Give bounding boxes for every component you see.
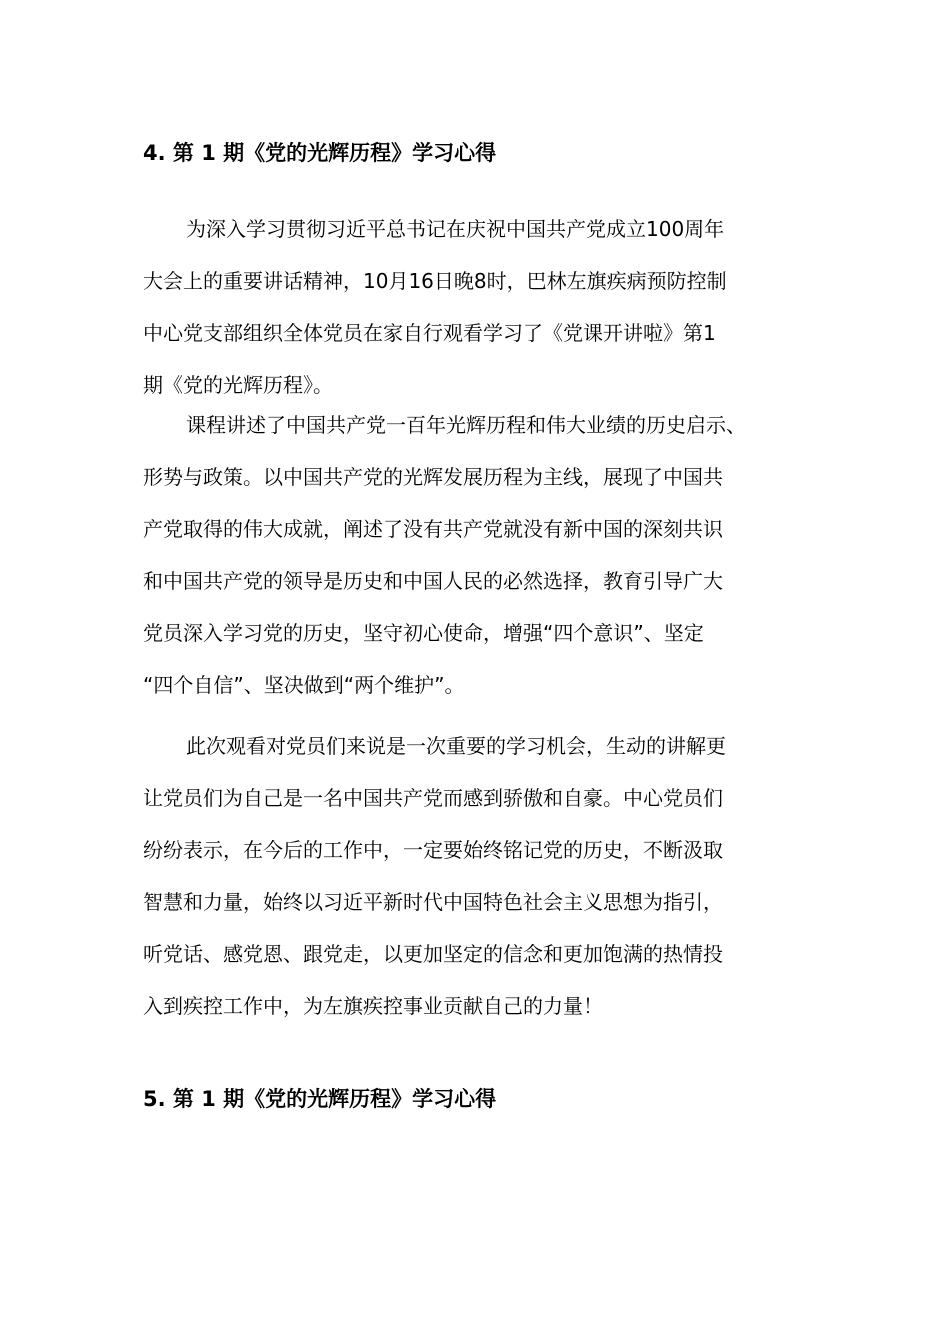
paragraph-line: 和中国共产党的领导是历史和中国人民的必然选择，教育引导广大 — [143, 569, 723, 593]
paragraph-line: 智慧和力量，始终以习近平新时代中国特色社会主义思想为指引， — [143, 890, 723, 914]
paragraph-line: “四个自信”、坚决做到“两个维护”。 — [143, 673, 465, 697]
paragraph-line: 为深入学习贯彻习近平总书记在庆祝中国共产党成立100周年 — [186, 217, 725, 241]
paragraph-line: 此次观看对党员们来说是一次重要的学习机会，生动的讲解更 — [186, 734, 726, 758]
paragraph-line: 入到疾控工作中，为左旗疾控事业贡献自己的力量！ — [143, 994, 603, 1018]
paragraph-line: 听党话、感党恩、跟党走，以更加坚定的信念和更加饱满的热情投 — [143, 942, 723, 966]
section-heading: 5. 第 1 期《党的光辉历程》学习心得 — [143, 1087, 497, 1111]
paragraph-line: 让党员们为自己是一名中国共产党而感到骄傲和自豪。中心党员们 — [143, 786, 723, 810]
paragraph-line: 形势与政策。以中国共产党的光辉发展历程为主线，展现了中国共 — [143, 465, 723, 489]
paragraph-line: 课程讲述了中国共产党一百年光辉历程和伟大业绩的历史启示、 — [186, 413, 746, 437]
paragraph-line: 中心党支部组织全体党员在家自行观看学习了《党课开讲啦》第1 — [143, 321, 716, 345]
paragraph-line: 期《党的光辉历程》。 — [143, 373, 333, 397]
paragraph-line: 纷纷表示，在今后的工作中，一定要始终铭记党的历史，不断汲取 — [143, 838, 723, 862]
paragraph — [143, 203, 823, 411]
section-heading: 4. 第 1 期《党的光辉历程》学习心得 — [143, 141, 497, 165]
paragraph-line: 大会上的重要讲话精神，10月16日晚8时，巴林左旗疾病预防控制 — [143, 269, 727, 293]
paragraph-line: 党员深入学习党的历史，坚守初心使命，增强“四个意识”、坚定 — [143, 621, 704, 645]
paragraph — [143, 720, 823, 1032]
paragraph — [143, 399, 823, 711]
paragraph-line: 产党取得的伟大成就，阐述了没有共产党就没有新中国的深刻共识 — [143, 517, 723, 541]
